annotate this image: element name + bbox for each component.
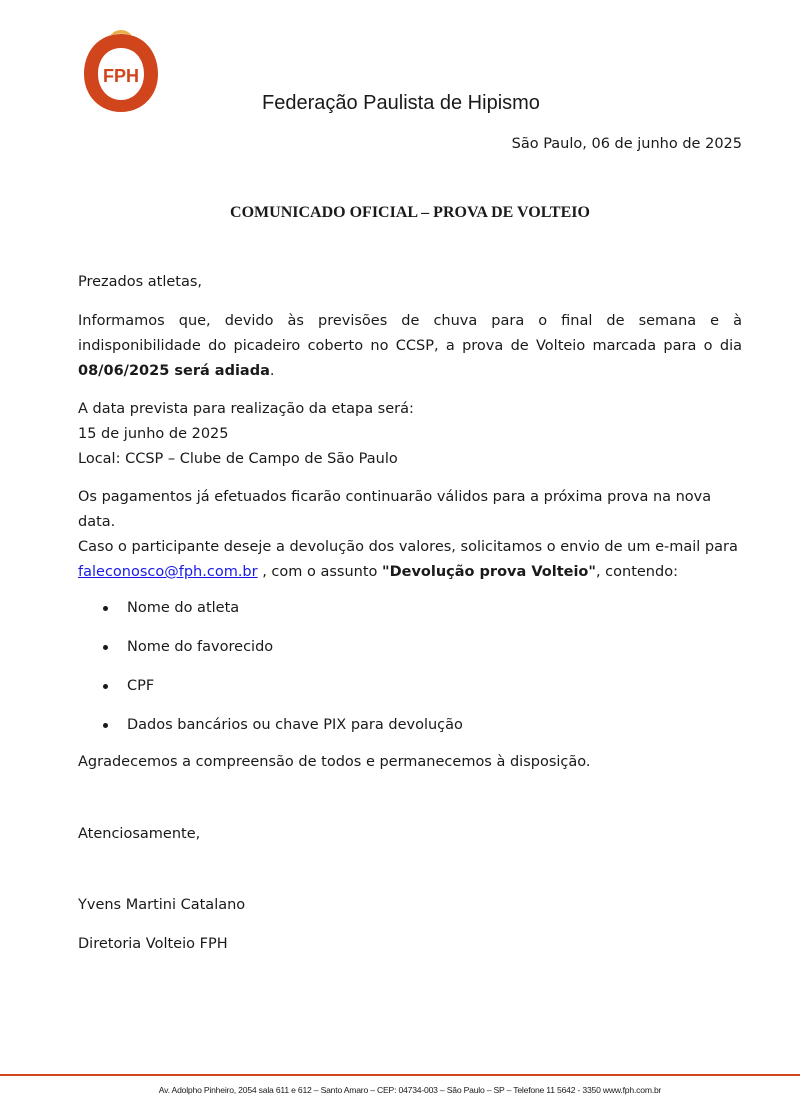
- event-location: Local: CCSP – Clube de Campo de São Paulo: [78, 451, 398, 467]
- greeting: Prezados atletas,: [78, 274, 203, 290]
- list-item: Dados bancários ou chave PIX para devolução: [100, 713, 463, 752]
- required-info-list: [100, 596, 463, 752]
- refund-end: , contendo:: [595, 564, 678, 580]
- organization-name: Federação Paulista de Hipismo: [262, 92, 540, 114]
- closing: Atenciosamente,: [78, 826, 201, 842]
- paragraph-payments: [78, 485, 742, 585]
- footer-address: Av. Adolpho Pinheiro, 2054 sala 611 e 612 – Santo Amaro – CEP: 04734-003 – São Paulo – SP – Telefone 11 5642 - 3350 www.fph.com.br: [158, 1085, 662, 1095]
- postponement-text: Informamos que, devido às previsões de chuva para o final de semana e à indisponibilidade do picadeiro coberto no CCSP, a prova de Volteio marcada para o dia: [78, 313, 742, 354]
- list-item: CPF: [100, 674, 463, 713]
- refund-mid: , com o assunto: [257, 564, 383, 580]
- paragraph-postponement: [78, 309, 742, 384]
- footer-divider: [0, 1074, 800, 1076]
- signer-name: Yvens Martini Catalano: [78, 897, 246, 913]
- payments-text: Os pagamentos já efetuados ficarão continuarão válidos para a próxima prova na nova data.: [78, 489, 712, 530]
- postponement-end: .: [269, 363, 275, 379]
- contact-email-link[interactable]: faleconosco@fph.com.br: [78, 564, 258, 580]
- email-subject: "Devolução prova Volteio": [382, 564, 596, 580]
- refund-intro: Caso o participante deseje a devolução dos valores, solicitamos o envio de um e-mail para: [78, 539, 738, 555]
- fph-logo: [80, 26, 162, 116]
- svg-text:FPH: FPH: [103, 66, 139, 86]
- signer-role: Diretoria Volteio FPH: [78, 936, 228, 952]
- postponement-date: 08/06/2025 será adiada: [78, 363, 270, 379]
- letter-date: São Paulo, 06 de junho de 2025: [511, 136, 742, 152]
- list-item: Nome do favorecido: [100, 635, 463, 674]
- thanks-paragraph: Agradecemos a compreensão de todos e permanecemos à disposição.: [78, 754, 591, 770]
- list-item: Nome do atleta: [100, 596, 463, 635]
- new-date-intro: A data prevista para realização da etapa será:: [78, 401, 414, 417]
- document-title: COMUNICADO OFICIAL – PROVA DE VOLTEIO: [230, 204, 590, 221]
- paragraph-new-date: [78, 397, 742, 472]
- new-date: 15 de junho de 2025: [78, 426, 229, 442]
- horseshoe-icon: [80, 26, 162, 116]
